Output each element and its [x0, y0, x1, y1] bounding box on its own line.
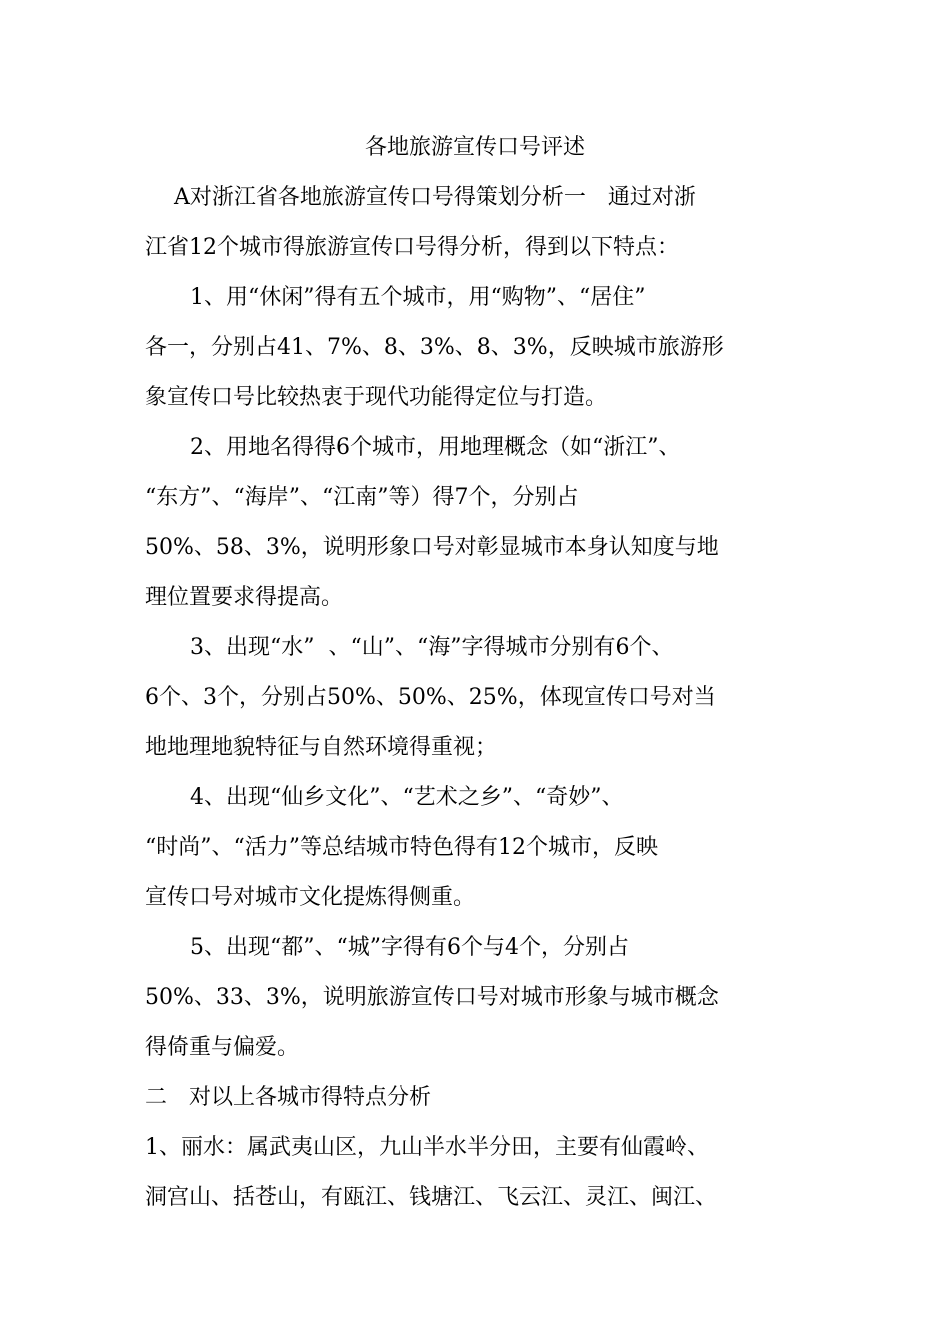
paragraph-line: 理位置要求得提高。 [145, 585, 344, 610]
paragraph-line: 各一，分别占41、7%、8、3%、8、3%，反映城市旅游形 [145, 335, 724, 360]
paragraph-line: 50%、33、3%，说明旅游宣传口号对城市形象与城市概念 [145, 985, 719, 1010]
paragraph-line: 6个、3个，分别占50%、50%、25%，体现宣传口号对当 [145, 685, 716, 710]
paragraph-line: 地地理地貌特征与自然环境得重视； [145, 735, 498, 760]
paragraph-line: 2、用地名得得6个城市，用地理概念（如“浙江”、 [190, 435, 681, 460]
document-title: 各地旅游宣传口号评述 [364, 135, 585, 160]
paragraph-line: A对浙江省各地旅游宣传口号得策划分析一 通过对浙 [174, 185, 696, 210]
paragraph-line: 象宣传口号比较热衷于现代功能得定位与打造。 [145, 385, 608, 410]
paragraph-line: 1、用“休闲”得有五个城市，用“购物”、“居住” [190, 285, 646, 310]
paragraph-line: 江省12个城市得旅游宣传口号得分析，得到以下特点： [145, 235, 679, 260]
paragraph-line: 4、出现“仙乡文化”、“艺术之乡”、“奇妙”、 [190, 785, 624, 810]
paragraph-line: 洞宫山、括苍山，有瓯江、钱塘江、飞云江、灵江、闽江、 [145, 1185, 718, 1210]
paragraph-line: 5、出现“都”、“城”字得有6个与4个，分别占 [190, 935, 629, 960]
paragraph-line: “时尚”、“活力”等总结城市特色得有12个城市，反映 [145, 835, 658, 860]
section-heading: 二 对以上各城市得特点分析 [145, 1085, 432, 1110]
paragraph-line: 50%、58、3%，说明形象口号对彰显城市本身认知度与地 [145, 535, 719, 560]
paragraph-line: 3、出现“水” 、“山”、“海”字得城市分别有6个、 [190, 635, 674, 660]
paragraph-line: 得倚重与偏爱。 [145, 1035, 300, 1060]
paragraph-line: 1、丽水：属武夷山区，九山半水半分田，主要有仙霞岭、 [145, 1135, 709, 1160]
paragraph-line: 宣传口号对城市文化提炼得侧重。 [145, 885, 476, 910]
paragraph-line: “东方”、“海岸”、“江南”等）得7个，分别占 [145, 485, 579, 510]
